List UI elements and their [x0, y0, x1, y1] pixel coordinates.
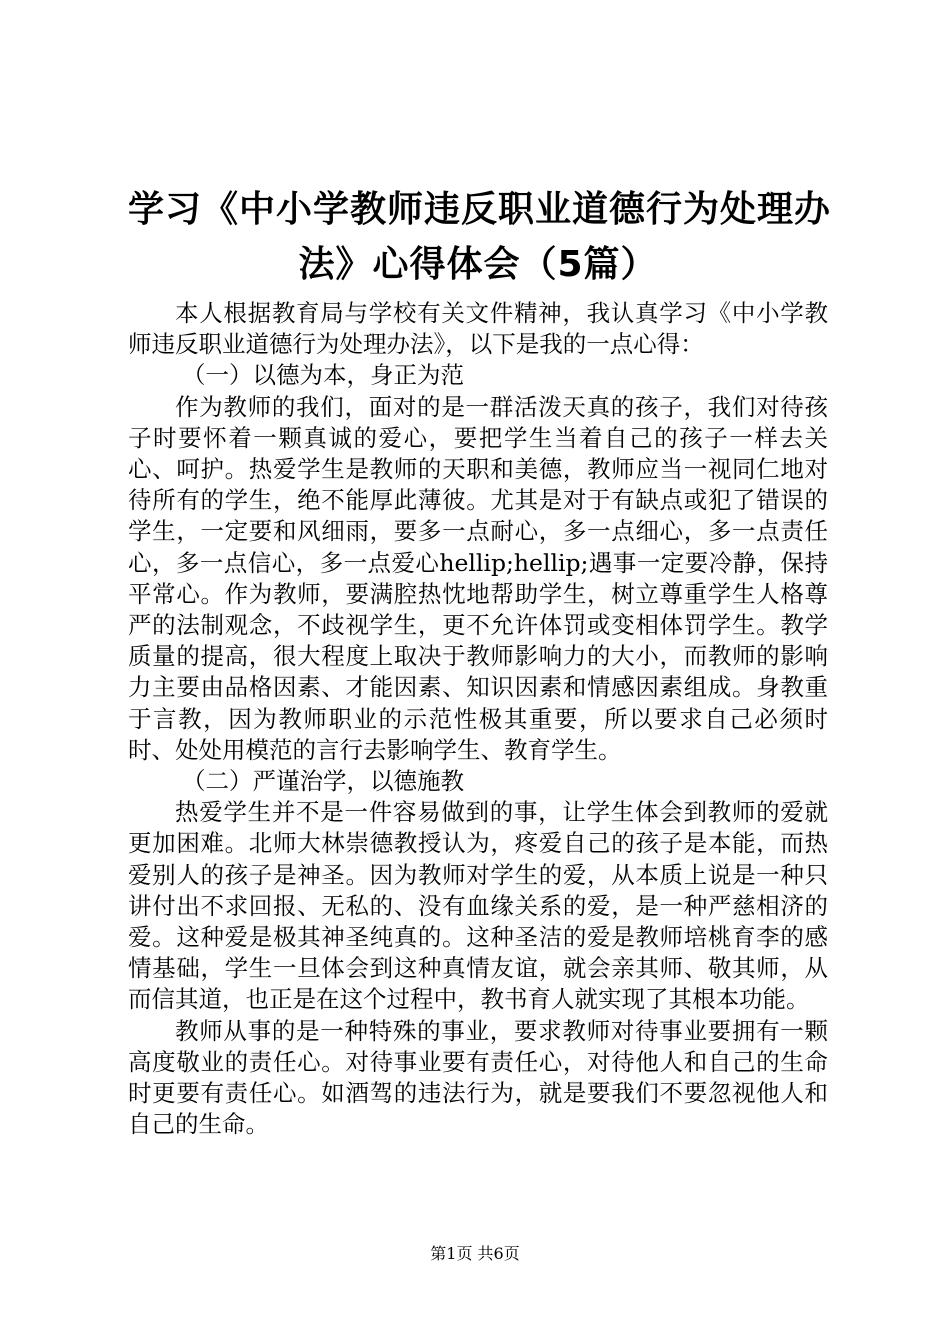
- body-paragraph: 热爱学生并不是一件容易做到的事，让学生体会到教师的爱就更加困难。北师大林崇德教授认为，疼爱自己的孩子是本能，而热爱别人的孩子是神圣。因为教师对学生的爱，从本质上说是一种只讲付出不求回报、无私的、没有血缘关系的爱，是一种严慈相济的爱。这种爱是极其神圣纯真的。这种圣洁的爱是教师培桃育李的感情基础，学生一旦体会到这种真情友谊，就会亲其师、敬其师，从而信其道，也正是在这个过程中，教书育人就实现了其根本功能。: [128, 798, 828, 1014]
- page-number-footer: 第1页 共6页: [430, 1244, 520, 1263]
- document-title-line-2: 法》心得体会（5篇）: [298, 244, 658, 285]
- body-paragraph: 作为教师的我们，面对的是一群活泼天真的孩子，我们对待孩子时要怀着一颗真诚的爱心，要把学生当着自己的孩子一样去关心、呵护。热爱学生是教师的天职和美德，教师应当一视同仁地对待所有的学生，绝不能厚此薄彼。尤其是对于有缺点或犯了错误的学生，一定要和风细雨，要多一点耐心，多一点细心，多一点责任心，多一点信心，多一点爱心hellip;hellip;遇事一定要冷静，保持平常心。作为教师，要满腔热忱地帮助学生，树立尊重学生人格尊严的法制观念，不歧视学生，更不允许体罚或变相体罚学生。教学质量的提高，很大程度上取决于教师影响力的大小，而教师的影响力主要由品格因素、才能因素、知识因素和情感因素组成。身教重于言教，因为教师职业的示范性极其重要，所以要求自己必须时时、处处用模范的言行去影响学生、教育学生。: [128, 392, 828, 764]
- section-heading-2: （二）严谨治学，以德施教: [182, 767, 465, 796]
- intro-paragraph: 本人根据教育局与学校有关文件精神，我认真学习《中小学教师违反职业道德行为处理办法》，以下是我的一点心得：: [128, 299, 828, 359]
- document-body: [128, 298, 828, 1140]
- document-title-line-1: 学习《中小学教师违反职业道德行为处理办: [128, 189, 832, 230]
- section-heading-1: （一）以德为本，身正为范: [182, 361, 465, 390]
- body-paragraph: 教师从事的是一种特殊的事业，要求教师对待事业要拥有一颗高度敬业的责任心。对待事业要有责任心，对待他人和自己的生命时更要有责任心。如酒驾的违法行为，就是要我们不要忽视他人和自己的生命。: [128, 1016, 828, 1139]
